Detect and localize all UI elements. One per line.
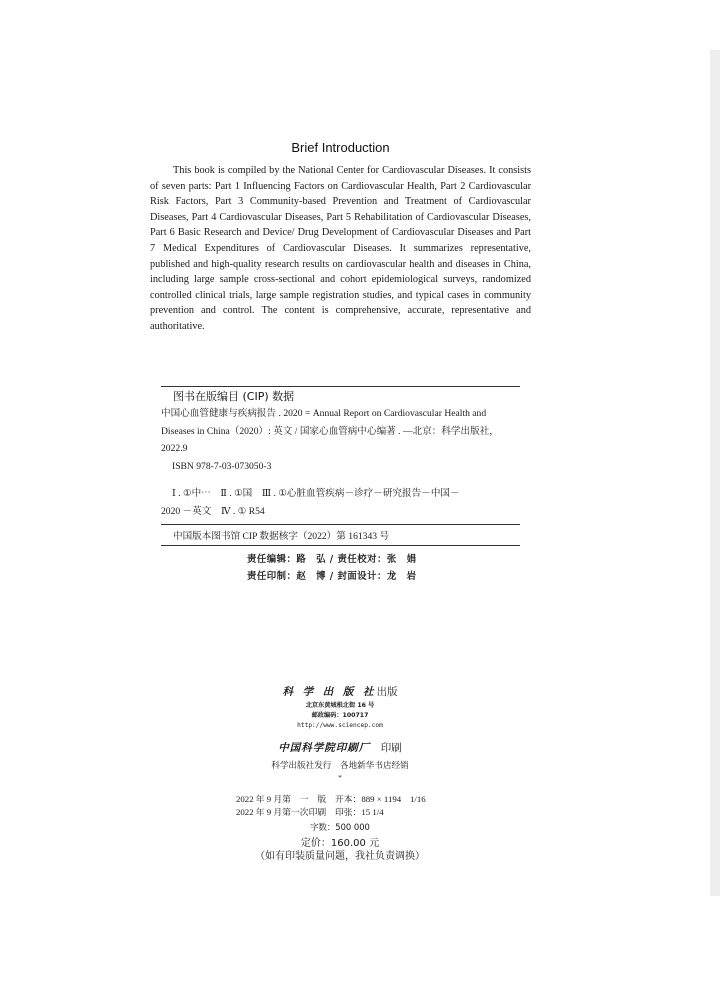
classification-line-1: Ⅰ . ①中⋯ Ⅱ . ①国 Ⅲ . ①心脏血管疾病－诊疗－研究报告－中国－ bbox=[172, 488, 460, 499]
isbn-line: ISBN 978-7-03-073050-3 bbox=[172, 460, 272, 472]
cip-number: 中国版本图书馆 CIP 数据核字（2022）第 161343 号 bbox=[173, 531, 390, 542]
ornament: * bbox=[338, 774, 342, 782]
scrollbar-track[interactable] bbox=[710, 50, 720, 896]
quality-notice: （如有印装质量问题，我社负责调换） bbox=[255, 851, 425, 862]
cip-bottom-rule bbox=[161, 545, 520, 546]
cip-top-rule bbox=[161, 386, 520, 387]
publisher-address-block bbox=[190, 701, 490, 731]
distribution-line: 科学出版社发行 各地新华书店经销 bbox=[271, 761, 409, 771]
publisher-address: 北京东黄城根北街 16 号 bbox=[305, 702, 375, 709]
cip-heading: 图书在版编目 (CIP) 数据 bbox=[173, 390, 295, 403]
cip-middle-rule bbox=[161, 524, 520, 525]
word-count: 字数：500 000 bbox=[310, 822, 370, 832]
publisher-line bbox=[190, 684, 490, 699]
page-title: Brief Introduction bbox=[291, 140, 390, 155]
price: 定价：160.00 元 bbox=[300, 838, 380, 849]
printer-line bbox=[190, 740, 490, 755]
intro-paragraph: This book is compiled by the National Center for Cardiovascular Diseases. It consists of seven parts: Part 1 Influencing Factors on Cardiovascular Health, Part 2 Cardiovascular Risk Factors, Part 3 Community-based Prevention and Treatment of Cardiovascular Diseases, Part 4 Cardiovascular Diseases, Part 5 Rehabilitation of Cardiovascular Diseases, Part 6 Basic Research and Device/ Drug Development of Cardiovascular Diseases and Part 7 Medical Expenditures of Cardiovascular Diseases. It summarizes representative, published and high-quality research results on cardiovascular health and diseases in China, including large sample cross-sectional and cohort epidemiological surveys, randomized controlled clinical trials, large sample registration studies, and typical cases in community prevention and control. The content is comprehensive, accurate, representative and authoritative. bbox=[150, 165, 531, 332]
cip-classification-block bbox=[161, 485, 520, 520]
classification-line-2: 2020 －英文 Ⅳ . ① R54 bbox=[161, 505, 265, 517]
publisher-website: http://www.sciencep.com bbox=[297, 722, 383, 729]
printer-name-logo: 中国科学院印刷厂 bbox=[278, 742, 371, 754]
publisher-suffix: 出版 bbox=[376, 686, 398, 698]
edition-line-2: 2022 年 9 月第一次印刷 印张：15 1/4 bbox=[236, 807, 384, 817]
publisher-name-logo: 科 学 出 版 社 bbox=[282, 686, 377, 698]
publisher-postcode: 邮政编码：100717 bbox=[311, 712, 369, 719]
printer-suffix: 印刷 bbox=[380, 742, 402, 754]
edition-line-1: 2022 年 9 月第 一 版 开本：889 × 1194 1/16 bbox=[236, 794, 426, 804]
cip-record-block bbox=[161, 405, 520, 475]
production-credits: 责任印制：赵 博 / 封面设计：龙 岩 bbox=[247, 571, 417, 582]
editor-credits: 责任编辑：路 弘 / 责任校对：张 娟 bbox=[247, 554, 417, 565]
cip-record: 中国心血管健康与疾病报告 . 2020 = Annual Report on Cardiovascular Health and Diseases in China（2020）: 英文 / 国家心血管病中心编著 . —北京：科学出版社，2022.9 bbox=[161, 408, 499, 454]
